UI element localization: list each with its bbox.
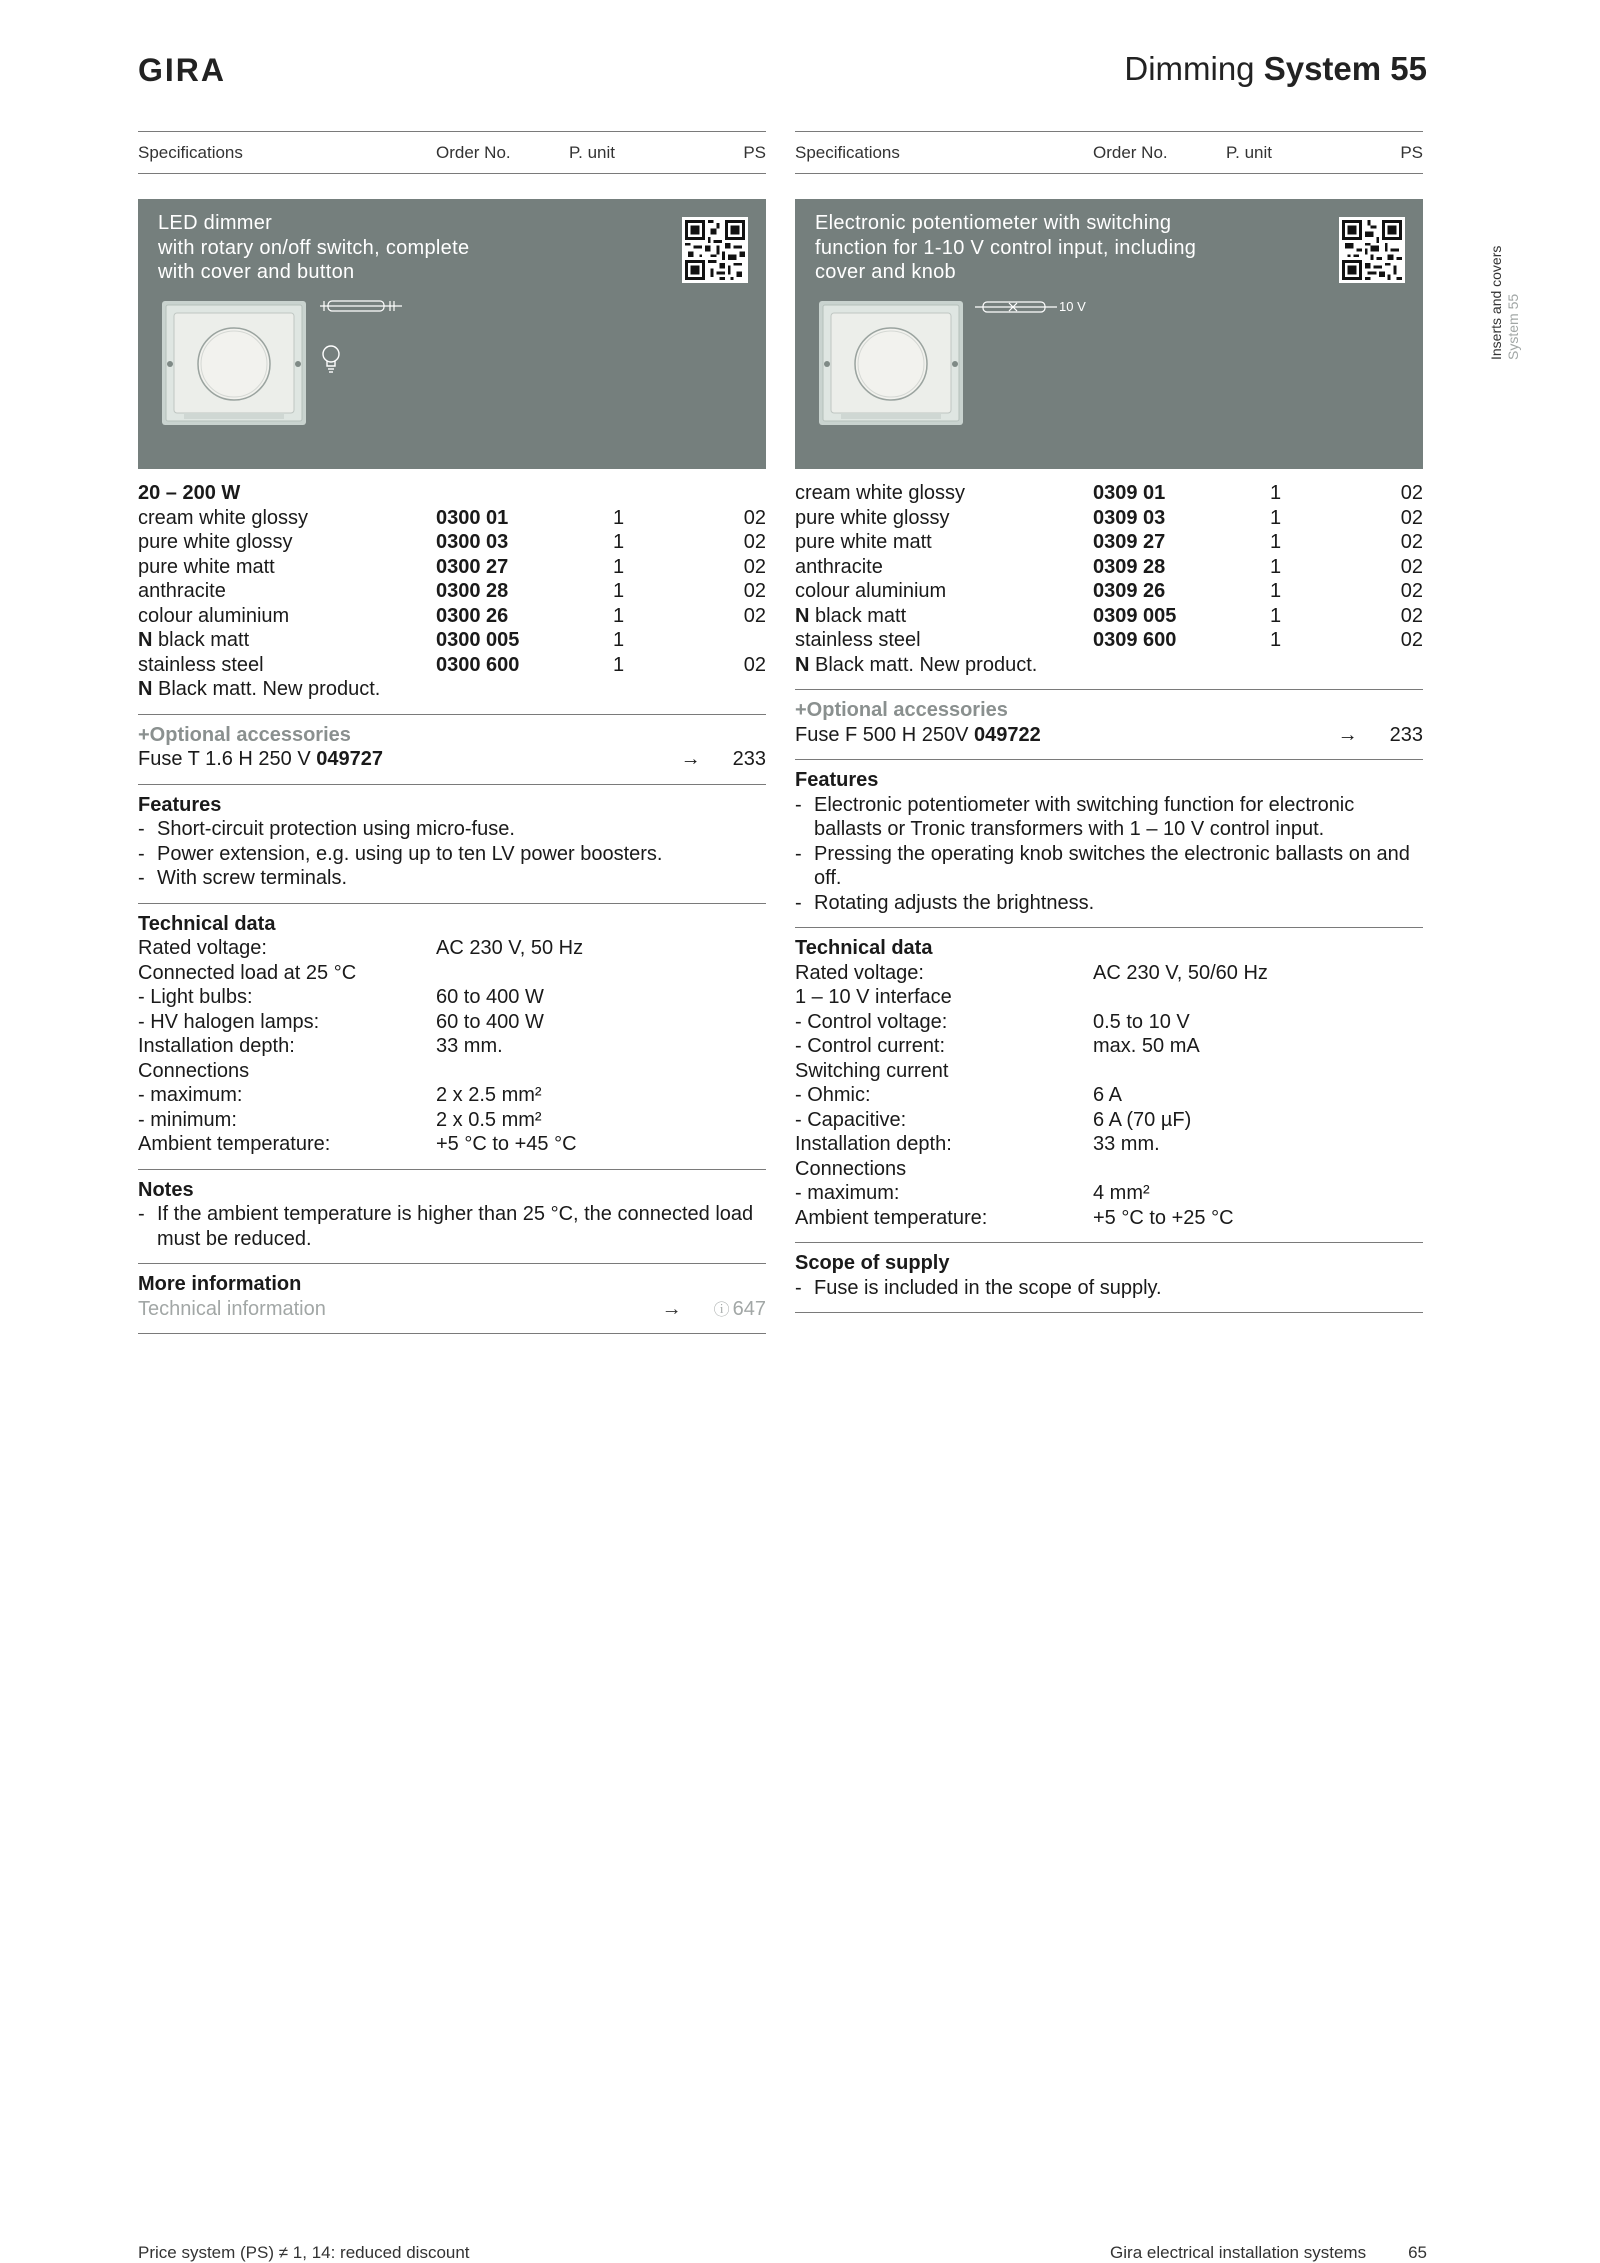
footer-price-note: Price system (PS) ≠ 1, 14: reduced discount — [138, 2243, 470, 2262]
spec-key: - HV halogen lamps: — [138, 1010, 320, 1033]
side-label-secondary: System 55 — [1505, 293, 1521, 360]
price-system: 02 — [743, 653, 766, 676]
order-number: 0300 03 — [436, 531, 509, 553]
spec-key: Ambient temperature: — [138, 1133, 331, 1155]
product-title — [158, 211, 578, 285]
side-label-primary: Inserts and covers — [1488, 245, 1504, 360]
new-product-marker: N — [795, 653, 810, 676]
order-number: 0309 03 — [1093, 506, 1166, 529]
price-system: 02 — [743, 604, 766, 627]
halogen-lamp-symbol-icon — [320, 299, 402, 318]
table-row — [138, 604, 766, 629]
table-row — [138, 530, 766, 555]
variant-name — [795, 604, 906, 629]
section-title: Scope of supply — [795, 1252, 950, 1274]
spec-value: +5 °C to +45 °C — [436, 1133, 577, 1155]
spec-key: 1 – 10 V interface — [795, 986, 952, 1008]
product-title-line: with rotary on/off switch, complete — [158, 236, 470, 259]
spec-key: - Capacitive: — [795, 1108, 907, 1131]
price-system: 02 — [743, 531, 766, 553]
variant-name — [138, 628, 249, 653]
spec-value: 33 mm. — [1093, 1133, 1160, 1155]
price-system: 02 — [1400, 555, 1423, 578]
accessory-item[interactable] — [138, 747, 766, 772]
column-header — [138, 131, 766, 174]
light-bulb-icon — [320, 344, 342, 379]
order-number: 0309 005 — [1093, 604, 1177, 627]
feature-text: Rotating adjusts the brightness. — [814, 891, 1095, 914]
page-title-light: Dimming — [1124, 50, 1255, 87]
spec-value: +5 °C to +25 °C — [1093, 1206, 1234, 1229]
spec-row — [138, 1132, 766, 1157]
col-header-unit: P. unit — [569, 142, 616, 162]
order-number: 0300 600 — [436, 653, 520, 676]
spec-key: - Control voltage: — [795, 1010, 948, 1033]
more-information-section — [138, 1264, 766, 1321]
dimmer-image — [160, 299, 308, 427]
variant-name: colour aluminium — [795, 580, 947, 602]
spec-row — [795, 1034, 1423, 1059]
feature-text: Power extension, e.g. using up to ten LV power boosters. — [157, 842, 663, 865]
packing-unit: 1 — [1270, 604, 1282, 627]
table-row — [795, 579, 1423, 604]
spec-row — [138, 936, 766, 961]
spec-key: Switching current — [795, 1059, 949, 1082]
section-title: +Optional accessories — [138, 723, 351, 746]
list-item: - With screw terminals. — [138, 866, 766, 891]
spec-value: AC 230 V, 50/60 Hz — [1093, 961, 1268, 984]
scope-of-supply-section — [795, 1243, 1423, 1300]
price-system: 02 — [743, 555, 766, 578]
spec-key: Ambient temperature: — [795, 1206, 988, 1229]
price-system: 02 — [1400, 604, 1423, 627]
brand-logo: GIRA — [138, 52, 226, 88]
variant-name: stainless steel — [138, 653, 264, 676]
order-number: 0309 27 — [1093, 531, 1166, 553]
control-voltage-label: 10 V — [1059, 299, 1086, 314]
order-number: 0300 01 — [436, 506, 509, 529]
product-title-line: LED dimmer — [158, 212, 273, 234]
spec-value: 6 A — [1093, 1084, 1122, 1106]
arrow-right-icon: → — [661, 1297, 682, 1320]
packing-unit: 1 — [613, 506, 625, 529]
col-header-order: Order No. — [1093, 142, 1168, 162]
page-title — [1124, 50, 1427, 88]
spec-row — [138, 1108, 766, 1133]
spec-value: max. 50 mA — [1093, 1035, 1200, 1057]
note-text: Black matt. New product. — [152, 678, 381, 700]
technical-data-section — [795, 928, 1423, 1230]
variant-name: pure white glossy — [138, 531, 293, 553]
arrow-right-icon: → — [1337, 723, 1358, 746]
spec-key: Installation depth: — [138, 1035, 295, 1057]
packing-unit: 1 — [1270, 531, 1282, 553]
feature-text: With screw terminals. — [157, 867, 348, 889]
product-panel — [795, 199, 1423, 469]
section-title: Technical data — [138, 912, 276, 935]
optional-accessories — [138, 715, 766, 772]
variant-name: colour aluminium — [138, 604, 290, 627]
packing-unit: 1 — [613, 653, 625, 676]
col-header-unit: P. unit — [1226, 142, 1273, 162]
spec-value: 60 to 400 W — [436, 986, 544, 1008]
packing-unit: 1 — [613, 555, 625, 578]
packing-unit: 1 — [1270, 482, 1282, 504]
table-row — [795, 506, 1423, 531]
notes-section — [138, 1170, 766, 1252]
product-title-line: Electronic potentiometer with switching — [815, 212, 1172, 234]
list-item: - Power extension, e.g. using up to ten LV power boosters. — [138, 842, 766, 867]
price-system: 02 — [1400, 531, 1423, 553]
accessory-order-number: 049727 — [316, 748, 384, 770]
spec-key: Rated voltage: — [138, 937, 267, 959]
spec-key: - Control current: — [795, 1035, 946, 1057]
spec-row — [138, 1010, 766, 1035]
col-header-ps: PS — [743, 142, 766, 162]
order-number: 0300 005 — [436, 629, 520, 651]
product-column-potentiometer — [795, 131, 1423, 1313]
accessory-name: Fuse T 1.6 H 250 V — [138, 748, 317, 770]
table-row — [138, 653, 766, 678]
section-title: Features — [795, 769, 879, 791]
section-title: Features — [138, 793, 222, 816]
spec-row — [795, 1010, 1423, 1035]
spec-value: 4 mm² — [1093, 1182, 1150, 1204]
list-item: - If the ambient temperature is higher than 25 °C, the connected load must be reduced. — [138, 1202, 766, 1251]
spec-key: - maximum: — [795, 1182, 900, 1204]
new-product-marker: N — [795, 604, 810, 627]
feature-text: Electronic potentiometer with switching function for electronic ballasts or Tronic transformers with 1 – 10 V control input. — [814, 793, 1355, 840]
col-header-order: Order No. — [436, 142, 511, 162]
packing-unit: 1 — [1270, 506, 1282, 529]
page-reference[interactable]: 233 — [732, 748, 766, 770]
spec-row — [138, 985, 766, 1010]
variant-name: cream white glossy — [795, 482, 966, 504]
price-system: 02 — [743, 506, 766, 529]
spec-row — [795, 1059, 1423, 1084]
packing-unit: 1 — [613, 531, 625, 553]
page-number: 65 — [1408, 2243, 1427, 2262]
table-row — [138, 506, 766, 531]
table-row — [138, 628, 766, 653]
accessory-item[interactable] — [795, 723, 1423, 748]
product-title-line: with cover and button — [158, 261, 355, 283]
spec-key: - Ohmic: — [795, 1084, 871, 1106]
list-item: - Short-circuit protection using micro-fuse. — [138, 817, 766, 842]
table-row — [795, 481, 1423, 506]
product-title — [815, 211, 1235, 285]
order-number: 0300 28 — [436, 580, 509, 602]
table-row — [138, 579, 766, 604]
list-item: - Fuse is included in the scope of supply. — [795, 1276, 1423, 1301]
order-number: 0309 01 — [1093, 482, 1166, 504]
spec-key: - maximum: — [138, 1084, 243, 1106]
section-title: +Optional accessories — [795, 699, 1008, 721]
variant-name: pure white glossy — [795, 506, 950, 529]
note-text: If the ambient temperature is higher than 25 °C, the connected load must be reduced. — [157, 1203, 754, 1250]
table-row — [795, 555, 1423, 580]
variant-name: pure white matt — [138, 555, 275, 578]
table-row — [795, 628, 1423, 653]
order-number: 0300 26 — [436, 604, 509, 627]
order-number: 0309 28 — [1093, 555, 1166, 578]
spec-row — [795, 1206, 1423, 1231]
side-section-label — [1488, 246, 1522, 360]
list-item: - Rotating adjusts the brightness. — [795, 891, 1423, 916]
packing-unit: 1 — [1270, 555, 1282, 578]
qr-code-icon[interactable] — [1339, 217, 1405, 283]
spec-key: Connections — [138, 1059, 250, 1082]
new-product-note — [138, 677, 766, 702]
price-system: 02 — [1400, 580, 1423, 602]
spec-key: Rated voltage: — [795, 961, 924, 984]
link-text[interactable]: Technical information — [138, 1297, 326, 1320]
spec-value: 2 x 0.5 mm² — [436, 1108, 542, 1131]
variant-name: anthracite — [795, 555, 883, 578]
arrow-right-icon: → — [680, 748, 701, 770]
product-panel — [138, 199, 766, 469]
table-row — [795, 530, 1423, 555]
spec-value: 6 A (70 µF) — [1093, 1108, 1192, 1131]
packing-unit: 1 — [613, 604, 625, 627]
variant-name: cream white glossy — [138, 506, 309, 529]
new-product-marker: N — [138, 629, 153, 651]
product-title-line: cover and knob — [815, 261, 956, 283]
spec-key: - minimum: — [138, 1108, 237, 1131]
spec-key: - Light bulbs: — [138, 986, 253, 1008]
variant-name: pure white matt — [795, 531, 932, 553]
power-range: 20 – 200 W — [138, 482, 241, 504]
spec-row — [795, 1181, 1423, 1206]
info-icon: ⓘ — [713, 1301, 730, 1319]
col-header-spec: Specifications — [138, 142, 243, 162]
section-title: More information — [138, 1273, 302, 1295]
feature-text: Pressing the operating knob switches the electronic ballasts on and off. — [814, 842, 1410, 889]
price-system: 02 — [743, 580, 766, 602]
page-reference[interactable]: 233 — [1389, 723, 1423, 746]
ballast-symbol-icon — [975, 299, 1086, 314]
variant-name: stainless steel — [795, 629, 921, 651]
col-header-ps: PS — [1400, 142, 1423, 162]
spec-row — [795, 961, 1423, 986]
spec-value: 2 x 2.5 mm² — [436, 1084, 542, 1106]
spec-key: Connected load at 25 °C — [138, 961, 357, 984]
spec-key: Installation depth: — [795, 1133, 952, 1155]
packing-unit: 1 — [1270, 580, 1282, 602]
page-title-bold: System 55 — [1263, 50, 1427, 87]
price-system: 02 — [1400, 629, 1423, 651]
spec-value: 60 to 400 W — [436, 1010, 544, 1033]
spec-key: Connections — [795, 1157, 907, 1180]
page-reference[interactable]: 647 — [732, 1297, 766, 1320]
qr-code-icon[interactable] — [682, 217, 748, 283]
list-item: - Electronic potentiometer with switching function for electronic ballasts or Tronic transformers with 1 – 10 V control input. — [795, 793, 1423, 842]
footer-catalog-name: Gira electrical installation systems — [1110, 2243, 1367, 2262]
spec-row — [795, 1083, 1423, 1108]
product-variants-table — [795, 481, 1423, 677]
spec-row — [138, 1059, 766, 1084]
spec-row — [795, 985, 1423, 1010]
product-title-line: function for 1-10 V control input, including — [815, 236, 1197, 259]
order-number: 0309 26 — [1093, 580, 1166, 602]
packing-unit: 1 — [613, 629, 625, 651]
potentiometer-image — [817, 299, 965, 427]
spec-row — [795, 1132, 1423, 1157]
list-item: - Pressing the operating knob switches the electronic ballasts on and off. — [795, 842, 1423, 891]
spec-value: 33 mm. — [436, 1035, 503, 1057]
spec-value: 0.5 to 10 V — [1093, 1010, 1190, 1033]
note-text: Black matt. New product. — [809, 653, 1038, 676]
spec-row — [138, 961, 766, 986]
table-row — [138, 555, 766, 580]
features-section — [138, 785, 766, 891]
optional-accessories — [795, 690, 1423, 747]
col-header-spec: Specifications — [795, 142, 900, 162]
packing-unit: 1 — [1270, 629, 1282, 651]
order-number: 0300 27 — [436, 555, 509, 578]
spec-row — [138, 1083, 766, 1108]
spec-row — [795, 1108, 1423, 1133]
section-title: Technical data — [795, 937, 933, 959]
price-system: 02 — [1400, 506, 1423, 529]
footer-right — [1110, 2243, 1427, 2263]
variant-name: anthracite — [138, 580, 226, 602]
spec-row — [795, 1157, 1423, 1182]
new-product-note — [795, 653, 1423, 678]
new-product-marker: N — [138, 678, 153, 700]
product-column-led-dimmer — [138, 131, 766, 1334]
section-title: Notes — [138, 1178, 194, 1201]
product-variants-table — [138, 481, 766, 702]
scope-text: Fuse is included in the scope of supply. — [814, 1276, 1162, 1299]
accessory-name: Fuse F 500 H 250V — [795, 723, 974, 746]
accessory-order-number: 049722 — [973, 723, 1041, 746]
technical-data-section — [138, 904, 766, 1157]
features-section — [795, 760, 1423, 915]
column-header — [795, 131, 1423, 174]
variant-name-text: black matt — [152, 629, 250, 651]
packing-unit: 1 — [613, 580, 625, 602]
spec-row — [138, 1034, 766, 1059]
price-system: 02 — [1400, 482, 1423, 504]
spec-value: AC 230 V, 50 Hz — [436, 937, 584, 959]
table-row — [795, 604, 1423, 629]
order-number: 0309 600 — [1093, 629, 1177, 651]
technical-information-link[interactable] — [138, 1297, 766, 1322]
variant-name-text: black matt — [809, 604, 907, 627]
feature-text: Short-circuit protection using micro-fuse. — [157, 818, 515, 840]
